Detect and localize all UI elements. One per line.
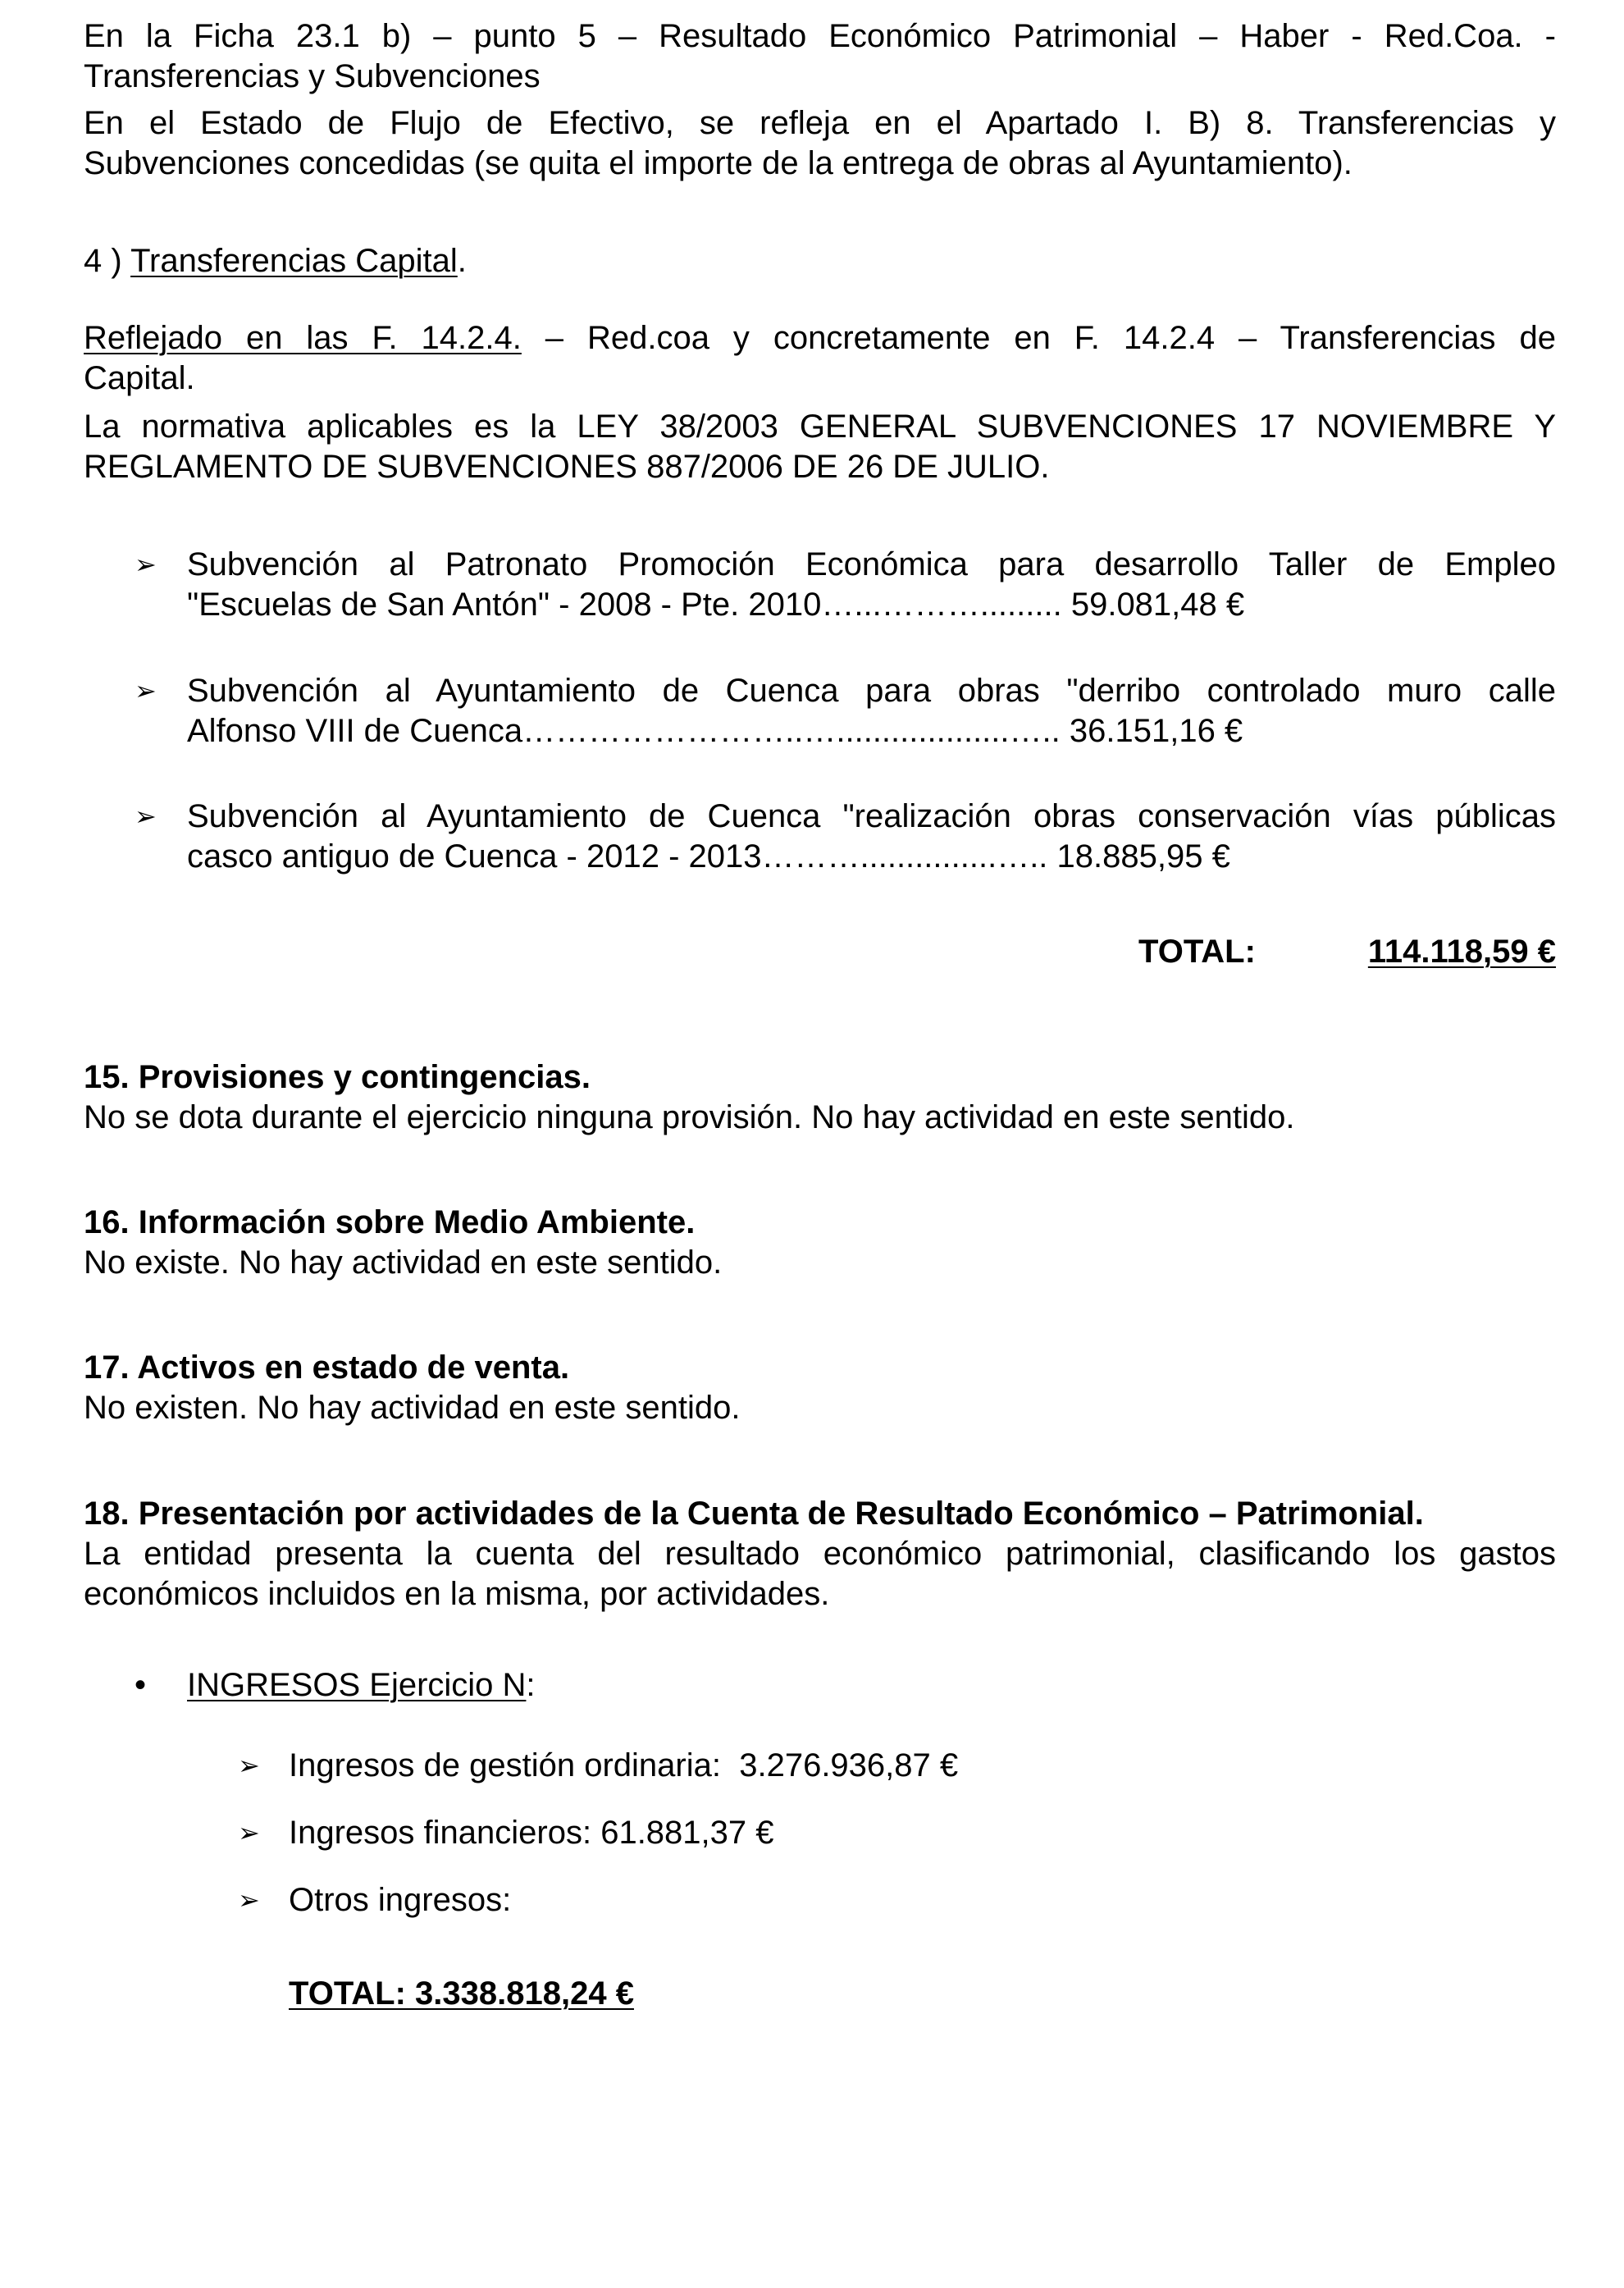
subvencion-line2: Alfonso VIII de Cuenca……………………..…...................….. 36.151,16 € — [187, 713, 1243, 749]
section-4-title-suffix: . — [457, 243, 467, 279]
section-4-total-value: 114.118,59 € — [1367, 934, 1556, 970]
section-17-heading: 17. Activos en estado de venta. — [84, 1350, 570, 1386]
section-18-heading: 18. Presentación por actividades de la Cuenta de Resultado Económico – Patrimonial. — [84, 1496, 1424, 1532]
arrow-bullet-icon: ➢ — [238, 1817, 260, 1848]
subvencion-item — [135, 671, 1556, 753]
section-15-text: No se dota durante el ejercicio ninguna provisión. No hay actividad en este sentido. — [84, 1099, 1295, 1135]
section-4-ref-line1 — [84, 318, 1556, 358]
subvencion-line1: Subvención al Ayuntamiento de Cuenca "realización obras conservación vías públicas — [187, 798, 1556, 834]
subvencion-line2: casco antiguo de Cuenca - 2012 - 2013………...............….. 18.885,95 € — [187, 838, 1230, 875]
section-4-norm-line2: REGLAMENTO DE SUBVENCIONES 887/2006 DE 26 DE JULIO. — [84, 449, 1050, 485]
section-18-text-line2: económicos incluidos en la misma, por actividades. — [84, 1576, 830, 1612]
section-4-total-label: TOTAL: — [1138, 934, 1256, 970]
subvencion-item-text — [187, 797, 1556, 877]
intro-p2-line2: Subvenciones concedidas (se quita el importe de la entrega de obras al Ayuntamiento). — [84, 145, 1353, 181]
ingresos-item — [238, 1880, 1140, 1920]
section-4-number: 4 ) — [84, 243, 131, 279]
subvencion-line2: "Escuelas de San Antón" - 2008 - Pte. 2010…...………......... 59.081,48 € — [187, 587, 1245, 623]
ingresos-item — [238, 1746, 1140, 1786]
intro-paragraph-2 — [84, 103, 1556, 184]
section-4-title: Transferencias Capital — [130, 243, 458, 279]
intro-paragraph-1 — [84, 16, 1556, 97]
section-4-norm-line1: La normativa aplicables es la LEY 38/2003 GENERAL SUBVENCIONES 17 NOVIEMBRE Y — [84, 409, 1556, 445]
ingresos-title: INGRESOS Ejercicio N — [187, 1667, 527, 1703]
arrow-bullet-icon: ➢ — [135, 801, 157, 832]
section-4-reference — [84, 318, 1556, 399]
section-15-heading: 15. Provisiones y contingencias. — [84, 1059, 591, 1095]
section-17 — [84, 1348, 1556, 1428]
ingresos-title-wrap — [187, 1665, 536, 1706]
subvencion-line1: Subvención al Ayuntamiento de Cuenca para obras "derribo controlado muro calle — [187, 673, 1556, 709]
arrow-bullet-icon: ➢ — [238, 1884, 260, 1916]
intro-p1-line1: En la Ficha 23.1 b) – punto 5 – Resultado Económico Patrimonial – Haber - Red.Coa. - — [84, 18, 1556, 54]
arrow-bullet-icon: ➢ — [238, 1750, 260, 1781]
section-18-text-line1: La entidad presenta la cuenta del resultado económico patrimonial, clasificando los gastos — [84, 1536, 1556, 1572]
section-17-text: No existen. No hay actividad en este sentido. — [84, 1390, 741, 1426]
ingresos-item — [238, 1813, 1140, 1853]
ingresos-item-text: Otros ingresos: — [289, 1882, 512, 1918]
subvencion-item — [135, 797, 1556, 879]
arrow-bullet-icon: ➢ — [135, 549, 157, 580]
intro-p1-line2: Transferencias y Subvenciones — [84, 58, 541, 94]
subvencion-item-text — [187, 671, 1556, 751]
arrow-bullet-icon: ➢ — [135, 675, 157, 706]
section-4-normativa — [84, 407, 1556, 487]
section-4-ref-underlined: Reflejado en las F. 14.2.4. — [84, 320, 522, 356]
ingresos-item-text: Ingresos de gestión ordinaria: 3.276.936,87 € — [289, 1747, 959, 1783]
ingresos-total: TOTAL: 3.338.818,24 € — [289, 1975, 634, 2012]
subvencion-item-text — [187, 545, 1556, 625]
subvencion-line1: Subvención al Patronato Promoción Económica para desarrollo Taller de Empleo — [187, 546, 1556, 582]
subvencion-item — [135, 545, 1556, 627]
section-4-heading — [84, 241, 1556, 281]
section-16 — [84, 1203, 1556, 1283]
section-16-text: No existe. No hay actividad en este sentido. — [84, 1244, 723, 1281]
ingresos-item-text: Ingresos financieros: 61.881,37 € — [289, 1815, 774, 1851]
ingresos-title-suffix: : — [526, 1667, 536, 1703]
section-4-ref-rest: – Red.coa y concretamente en F. 14.2.4 – Transferencias de — [521, 320, 1556, 356]
section-15 — [84, 1057, 1556, 1138]
section-16-heading: 16. Información sobre Medio Ambiente. — [84, 1204, 696, 1240]
bullet-dot-icon: • — [135, 1667, 147, 1703]
intro-p2-line1: En el Estado de Flujo de Efectivo, se refleja en el Apartado I. B) 8. Transferencias y — [84, 105, 1556, 141]
section-18 — [84, 1494, 1556, 1614]
section-4-ref-line2: Capital. — [84, 360, 195, 396]
